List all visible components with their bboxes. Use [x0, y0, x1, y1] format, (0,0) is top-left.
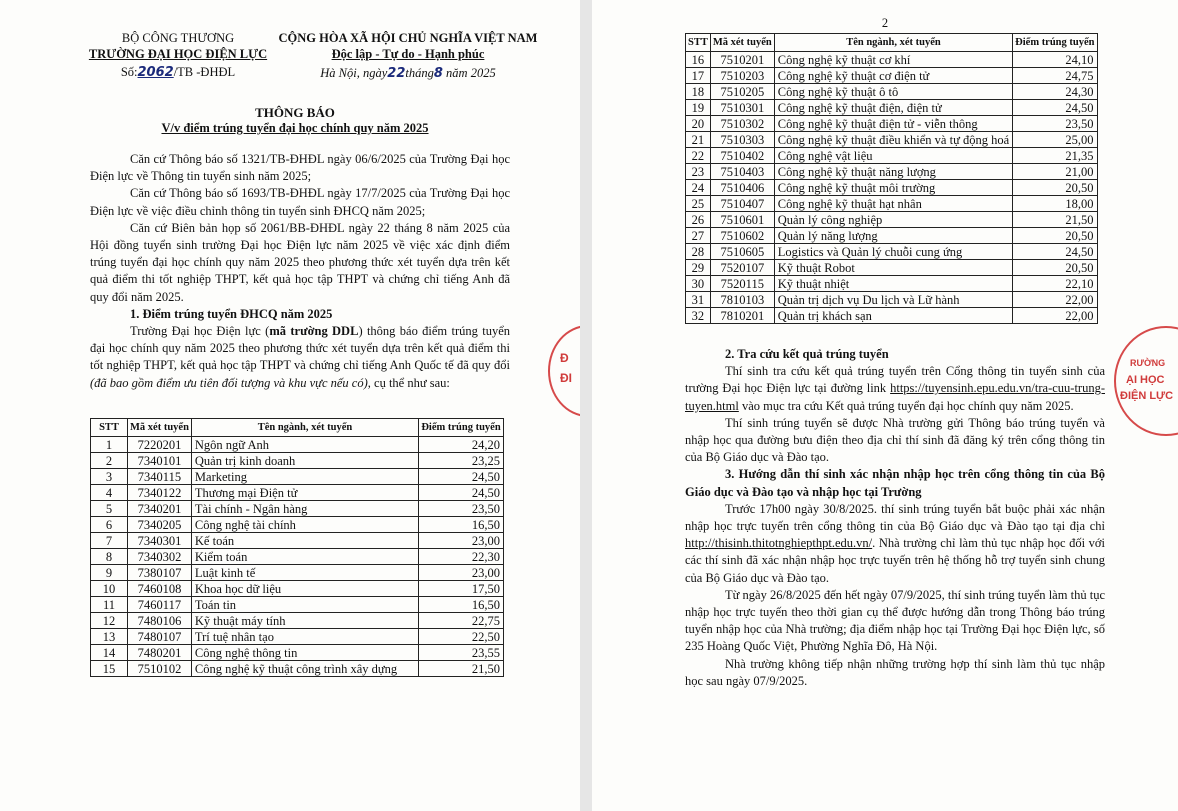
- row-score: 18,00: [1013, 196, 1097, 212]
- row-score: 24,50: [419, 469, 504, 485]
- table-row: [91, 469, 504, 485]
- table-row: [91, 485, 504, 501]
- row-code: 7340205: [128, 517, 192, 533]
- issue-date: Hà Nội, ngày22tháng8 năm 2025: [320, 66, 496, 81]
- row-score: 25,00: [1013, 132, 1097, 148]
- national-header: [268, 30, 548, 82]
- row-name: Trí tuệ nhân tạo: [191, 629, 418, 645]
- row-score: 23,00: [419, 533, 504, 549]
- row-score: 16,50: [419, 517, 504, 533]
- ministry-name: BỘ CÔNG THƯƠNG: [121, 31, 235, 45]
- table-row: [91, 501, 504, 517]
- row-name: Marketing: [191, 469, 418, 485]
- row-stt: 29: [686, 260, 711, 276]
- page-number: 2: [881, 16, 889, 30]
- row-score: 22,10: [1013, 276, 1097, 292]
- lookup-link[interactable]: https://tuyensinh.epu.edu.vn/tra-cuu-trung-tuyen.html: [685, 381, 1105, 413]
- row-score: 24,10: [1013, 52, 1097, 68]
- row-score: 21,50: [1013, 212, 1097, 228]
- table-row: [686, 212, 1098, 228]
- intro-p2: Căn cứ Thông báo số 1693/TB-ĐHĐL ngày 17/7/2025 của Trường Đại học Điện lực về việc điều chỉnh thông tin tuyển sinh ĐHCQ năm 2025;: [90, 186, 510, 218]
- section3-heading: 3. Hướng dẫn thí sinh xác nhận nhập học trên cổng thông tin của Bộ Giáo dục và Đào tạo và nhập học tại Trường: [685, 467, 1105, 499]
- table-row: [686, 244, 1098, 260]
- moet-link[interactable]: http://thisinh.thitotnghiepthpt.edu.vn/: [685, 536, 873, 551]
- section3-p1: Trước 17h00 ngày 30/8/2025. thí sinh trúng tuyển bắt buộc phải xác nhận nhập học trực tuyến trên cổng thông tin của Bộ Giáo dục và Đào tạo tại địa chỉ http://thisinh.thitotnghiepthpt.edu.vn/. Nhà trường chỉ làm thủ tục nhập học đối với các thí sinh đã xác nhận nhập học trực tuyến trên hệ thống hỗ trợ tuyển sinh chung của Bộ Giáo dục và Đào tạo.: [685, 501, 1105, 585]
- row-stt: 25: [686, 196, 711, 212]
- col-code: Mã xét tuyển: [128, 419, 192, 437]
- row-code: 7340101: [128, 453, 192, 469]
- row-stt: 18: [686, 84, 711, 100]
- row-name: Thương mại Điện tử: [191, 485, 418, 501]
- row-code: 7510205: [710, 84, 774, 100]
- row-stt: 8: [91, 549, 128, 565]
- row-score: 16,50: [419, 597, 504, 613]
- row-code: 7510201: [710, 52, 774, 68]
- row-name: Kỹ thuật nhiệt: [774, 276, 1012, 292]
- row-stt: 17: [686, 68, 711, 84]
- row-score: 24,50: [419, 485, 504, 501]
- row-name: Công nghệ vật liệu: [774, 148, 1012, 164]
- row-stt: 26: [686, 212, 711, 228]
- row-stt: 14: [91, 645, 128, 661]
- row-name: Công nghệ kỹ thuật điện tử - viễn thông: [774, 116, 1012, 132]
- table-row: [91, 597, 504, 613]
- row-stt: 15: [91, 661, 128, 677]
- row-stt: 19: [686, 100, 711, 116]
- document-page-2: [592, 0, 1178, 811]
- row-code: 7510407: [710, 196, 774, 212]
- table-row: [686, 292, 1098, 308]
- row-name: Công nghệ kỹ thuật môi trường: [774, 180, 1012, 196]
- row-score: 22,00: [1013, 308, 1097, 324]
- row-code: 7810201: [710, 308, 774, 324]
- row-score: 24,50: [1013, 100, 1097, 116]
- row-name: Công nghệ tài chính: [191, 517, 418, 533]
- table-row: [686, 308, 1098, 324]
- col-score: Điểm trúng tuyển: [419, 419, 504, 437]
- document-number: Số:2062/TB -ĐHĐL: [120, 65, 236, 80]
- row-score: 21,35: [1013, 148, 1097, 164]
- row-stt: 21: [686, 132, 711, 148]
- row-stt: 12: [91, 613, 128, 629]
- row-score: 23,25: [419, 453, 504, 469]
- row-score: 17,50: [419, 581, 504, 597]
- table-row: [686, 260, 1098, 276]
- row-score: 21,50: [419, 661, 504, 677]
- official-stamp-right-fragment: RƯỜNG ẠI HỌC ĐIỆN LỰC: [1114, 326, 1178, 436]
- row-code: 7380107: [128, 565, 192, 581]
- notice-title: THÔNG BÁO: [255, 105, 335, 120]
- intro-p1: Căn cứ Thông báo số 1321/TB-ĐHĐL ngày 06/6/2025 của Trường Đại học Điện lực về Thông tin tuyển sinh năm 2025;: [90, 152, 510, 184]
- table-row: [91, 437, 504, 453]
- row-name: Công nghệ kỹ thuật hạt nhân: [774, 196, 1012, 212]
- row-stt: 5: [91, 501, 128, 517]
- row-name: Công nghệ kỹ thuật năng lượng: [774, 164, 1012, 180]
- table-row: [686, 116, 1098, 132]
- row-stt: 6: [91, 517, 128, 533]
- row-code: 7340115: [128, 469, 192, 485]
- section2-p2: Thí sinh trúng tuyển sẽ được Nhà trường gửi Thông báo trúng tuyển và nhập học qua đường bưu điện theo địa chỉ thí sinh đã đăng ký trên cổng thông tin của Bộ Giáo dục và Đào tạo.: [685, 415, 1105, 465]
- row-code: 7510601: [710, 212, 774, 228]
- table-row: [686, 68, 1098, 84]
- national-motto: Độc lập - Tự do - Hạnh phúc: [331, 47, 485, 61]
- table-row: [91, 613, 504, 629]
- table-row: [686, 148, 1098, 164]
- row-stt: 16: [686, 52, 711, 68]
- intro-paragraphs: [90, 151, 510, 392]
- row-score: 23,00: [419, 565, 504, 581]
- row-score: 24,20: [419, 437, 504, 453]
- row-score: 23,55: [419, 645, 504, 661]
- row-score: 23,50: [419, 501, 504, 517]
- table-row: [91, 565, 504, 581]
- section1-text: Trường Đại học Điện lực (mã trường DDL) thông báo điểm trúng tuyển đại học chính quy năm 2025 theo phương thức xét tuyển dựa trên kết quả điểm thi tốt nghiệp THPT, kết quả học tập THPT và chứng chỉ tiếng Anh Quốc tế đã quy đổi (đã bao gồm điểm ưu tiên đối tượng và khu vực nếu có), cụ thể như sau:: [90, 324, 511, 390]
- table-row: [686, 196, 1098, 212]
- row-stt: 24: [686, 180, 711, 196]
- row-score: 20,50: [1013, 228, 1097, 244]
- col-stt: STT: [91, 419, 128, 437]
- table-row: [686, 180, 1098, 196]
- table-row: [91, 661, 504, 677]
- row-stt: 11: [91, 597, 128, 613]
- row-code: 7510301: [710, 100, 774, 116]
- row-name: Tài chính - Ngân hàng: [191, 501, 418, 517]
- col-name: Tên ngành, xét tuyển: [191, 419, 418, 437]
- row-code: 7510403: [710, 164, 774, 180]
- row-code: 7510605: [710, 244, 774, 260]
- table-row: [91, 581, 504, 597]
- row-stt: 31: [686, 292, 711, 308]
- row-code: 7520115: [710, 276, 774, 292]
- row-code: 7510302: [710, 116, 774, 132]
- university-name: TRƯỜNG ĐẠI HỌC ĐIỆN LỰC: [88, 47, 268, 61]
- row-name: Quản trị dịch vụ Du lịch và Lữ hành: [774, 292, 1012, 308]
- row-code: 7480107: [128, 629, 192, 645]
- row-name: Ngôn ngữ Anh: [191, 437, 418, 453]
- row-code: 7460117: [128, 597, 192, 613]
- row-code: 7510602: [710, 228, 774, 244]
- table-row: [686, 228, 1098, 244]
- row-name: Quản trị kinh doanh: [191, 453, 418, 469]
- row-code: 7510102: [128, 661, 192, 677]
- row-code: 7220201: [128, 437, 192, 453]
- row-name: Logistics và Quản lý chuỗi cung ứng: [774, 244, 1012, 260]
- section2-p1: Thí sinh tra cứu kết quả trúng tuyển trên Cổng thông tin tuyển sinh của trường Đại học Điện lực tại đường link https://tuyensinh.epu.edu.vn/tra-cuu-trung-tuyen.html vào mục tra cứu Kết quả trúng tuyển đại học chính quy năm 2025.: [685, 364, 1105, 413]
- handwritten-number: 2062: [137, 65, 174, 80]
- section2-heading: 2. Tra cứu kết quả trúng tuyển: [725, 347, 889, 361]
- row-code: 7340302: [128, 549, 192, 565]
- page2-text: [685, 346, 1105, 690]
- row-code: 7480201: [128, 645, 192, 661]
- row-name: Kiểm toán: [191, 549, 418, 565]
- section3-p3: Nhà trường không tiếp nhận những trường hợp thí sinh làm thủ tục nhập học sau ngày 07/9/2025.: [685, 656, 1105, 688]
- row-score: 23,50: [1013, 116, 1097, 132]
- table-row: [686, 52, 1098, 68]
- row-code: 7340301: [128, 533, 192, 549]
- intro-p3: Căn cứ Biên bản họp số 2061/BB-ĐHĐL ngày 22 tháng 8 năm 2025 của Hội đồng tuyển sinh trường Đại học Điện lực năm 2025 về việc xác định điểm trúng tuyển đại học chính quy năm 2025 theo phương thức xét tuyển dựa trên kết quả điểm thi tốt nghiệp THPT, kết quả học tập THPT và chứng chỉ tiếng Anh đã quy đổi năm 2025.: [90, 220, 510, 304]
- table-row: [91, 629, 504, 645]
- row-code: 7510203: [710, 68, 774, 84]
- table-row: [91, 517, 504, 533]
- row-name: Luật kinh tế: [191, 565, 418, 581]
- section1-heading: 1. Điểm trúng tuyển ĐHCQ năm 2025: [130, 306, 333, 321]
- row-stt: 7: [91, 533, 128, 549]
- row-name: Khoa học dữ liệu: [191, 581, 418, 597]
- row-code: 7810103: [710, 292, 774, 308]
- score-table-1: [90, 418, 504, 677]
- notice-subtitle: V/v điểm trúng tuyển đại học chính quy năm 2025: [161, 121, 429, 135]
- row-stt: 20: [686, 116, 711, 132]
- row-stt: 30: [686, 276, 711, 292]
- row-score: 20,50: [1013, 180, 1097, 196]
- row-score: 24,30: [1013, 84, 1097, 100]
- table-row: [686, 132, 1098, 148]
- row-name: Kỹ thuật máy tính: [191, 613, 418, 629]
- table-row: [91, 453, 504, 469]
- row-score: 24,75: [1013, 68, 1097, 84]
- section3-p2: Từ ngày 26/8/2025 đến hết ngày 07/9/2025, thí sinh trúng tuyển làm thủ tục nhập học trực tuyến theo thời gian cụ thể được hướng dẫn trong Thông báo trúng tuyển nhập học của Nhà trường; địa điểm nhập học tại Trường Đại học Điện lực, số 235 Hoàng Quốc Việt, Phường Nghĩa Đô, Hà Nội.: [685, 587, 1105, 654]
- table-row: [91, 533, 504, 549]
- row-name: Công nghệ kỹ thuật điện, điện tử: [774, 100, 1012, 116]
- republic-title: CỘNG HÒA XÃ HỘI CHỦ NGHĨA VIỆT NAM: [278, 31, 538, 45]
- score-table-2: STT Mã xét tuyển Tên ngành, xét tuyển Điểm trúng tuyển 16 7510201 Công nghệ kỹ thuật cơ khí 24,10 17 7510203 Công nghệ kỹ thuật cơ điện tử 24,75 18 7510205 Công nghệ kỹ thuật ô tô 24,30 19 7510301 Công nghệ kỹ thuật điện, điện tử 24,50 20 7510302 Công nghệ kỹ thuật điện tử - viễn thông 23,50 21 7510303 Công nghệ kỹ thuật điều khiển và tự động hoá 25,00 22 7510402 Công nghệ vật liệu 21,35 23 7510403 Công nghệ kỹ thuật năng lượng 21,00 24 7510406 Công nghệ kỹ thuật môi trường 20,50 25 7510407 Công nghệ kỹ thuật hạt nhân 18,00 26 7510601 Quản lý công nghiệp 21,50 27 7510602 Quản lý năng lượng 20,50 28 7510605 Logistics và Quản lý chuỗi cung ứng 24,50 29 7520107 Kỹ thuật Robot 20,50 30 7520115 Kỹ thuật nhiệt 22,10 31 7810103 Quản trị dịch vụ Du lịch và Lữ hành 22,00 32 7810201 Quản trị khách sạn 22,00: [685, 33, 1098, 324]
- row-name: Công nghệ kỹ thuật công trình xây dựng: [191, 661, 418, 677]
- row-score: 21,00: [1013, 164, 1097, 180]
- row-code: 7510402: [710, 148, 774, 164]
- row-stt: 10: [91, 581, 128, 597]
- row-code: 7460108: [128, 581, 192, 597]
- row-score: 22,75: [419, 613, 504, 629]
- row-stt: 2: [91, 453, 128, 469]
- row-stt: 32: [686, 308, 711, 324]
- row-name: Toán tin: [191, 597, 418, 613]
- row-stt: 22: [686, 148, 711, 164]
- row-stt: 1: [91, 437, 128, 453]
- row-name: Công nghệ kỹ thuật cơ điện tử: [774, 68, 1012, 84]
- table-row: [686, 84, 1098, 100]
- row-name: Quản lý công nghiệp: [774, 212, 1012, 228]
- table-row: [91, 549, 504, 565]
- row-code: 7340122: [128, 485, 192, 501]
- row-score: 22,30: [419, 549, 504, 565]
- row-score: 24,50: [1013, 244, 1097, 260]
- row-score: 22,00: [1013, 292, 1097, 308]
- table-row: [686, 164, 1098, 180]
- row-stt: 9: [91, 565, 128, 581]
- row-score: 22,50: [419, 629, 504, 645]
- row-stt: 27: [686, 228, 711, 244]
- row-stt: 28: [686, 244, 711, 260]
- row-name: Công nghệ kỹ thuật ô tô: [774, 84, 1012, 100]
- row-code: 7510406: [710, 180, 774, 196]
- row-name: Công nghệ thông tin: [191, 645, 418, 661]
- row-code: 7340201: [128, 501, 192, 517]
- document-page-1: [0, 0, 580, 811]
- row-code: 7480106: [128, 613, 192, 629]
- row-stt: 13: [91, 629, 128, 645]
- issuer-block: [78, 30, 278, 81]
- row-code: 7520107: [710, 260, 774, 276]
- row-name: Công nghệ kỹ thuật điều khiển và tự động hoá: [774, 132, 1012, 148]
- row-name: Quản trị khách sạn: [774, 308, 1012, 324]
- row-name: Quản lý năng lượng: [774, 228, 1012, 244]
- table-row: [91, 645, 504, 661]
- official-stamp-left-fragment: Đ ĐI: [548, 325, 580, 417]
- table-row: [686, 100, 1098, 116]
- row-name: Kỹ thuật Robot: [774, 260, 1012, 276]
- row-score: 20,50: [1013, 260, 1097, 276]
- row-code: 7510303: [710, 132, 774, 148]
- table-row: [686, 276, 1098, 292]
- row-name: Công nghệ kỹ thuật cơ khí: [774, 52, 1012, 68]
- row-stt: 4: [91, 485, 128, 501]
- row-stt: 3: [91, 469, 128, 485]
- row-name: Kế toán: [191, 533, 418, 549]
- row-stt: 23: [686, 164, 711, 180]
